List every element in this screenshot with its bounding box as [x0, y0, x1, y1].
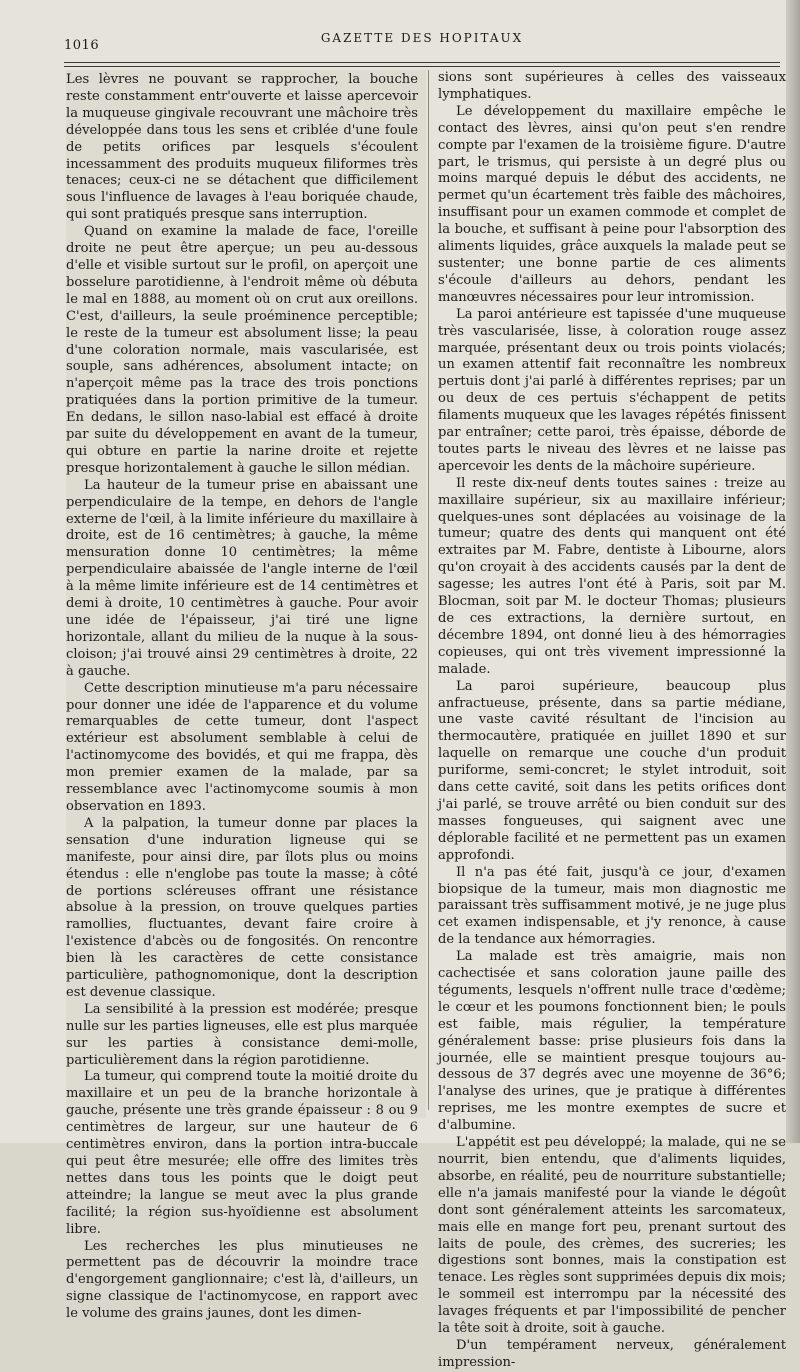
paragraph: D'un tempérament nerveux, généralement impression- — [438, 1337, 786, 1370]
paragraph: Cette description minutieuse m'a paru nécessaire pour donner une idée de l'apparence et du volume remarquables de cette tumeur, dont l'aspect extérieur est absolument semblable à celui de l'actinomycome des bovidés, et qui me frappa, dès mon premier examen de la malade, par sa ressemblance avec l'actinomycome soumis à mon observation en 1893. — [66, 680, 418, 814]
page-header — [64, 28, 780, 52]
header-rule-thin — [64, 66, 780, 67]
paragraph: L'appétit est peu développé; la malade, qui ne se nourrit, bien entendu, que d'aliments liquides, absorbe, en réalité, peu de nourriture substantielle; elle n'a jamais manifesté pour la viande le dégoût dont sont généralement atteints les sarcomateux, mais elle en mange fort peu, prenant surtout des laits de poule, des crèmes, des sucreries; les digestions sont bonnes, mais la constipation est tenace. Les règles sont supprimées depuis dix mois; le sommeil est interrompu par la nécessité des lavages fréquents et par l'impossibilité de pencher la tête soit à droite, soit à gauche. — [438, 1135, 786, 1337]
paragraph: Il reste dix-neuf dents toutes saines : treize au maxillaire supérieur, six au maxillaire inférieur; quelques-unes sont déplacées au voisinage de la tumeur; quatre des dents qui manquent ont été extraites par M. Fabre, dentiste à Libourne, alors qu'on croyait à des accidents causés par la dent de sagesse; les autres l'ont été à Paris, soit par M. Blocman, soit par M. le docteur Thomas; plusieurs de ces extractions, la dernière surtout, en décembre 1894, ont donné lieu à des hémorragies copieuses, qui ont très vivement impressionné la malade. — [438, 475, 786, 677]
paragraph: La hauteur de la tumeur prise en abaissant une perpendiculaire de la tempe, en dehors de l'angle externe de l'œil, à la limite inférieure du maxillaire à droite, est de 16 centimètres; à gauche, la même mensuration donne 10 centimètres; la même perpendiculaire abaissée de l'angle interne de l'œil à la même limite inférieure est de 14 centimètres et demi à droite, 10 centimètres à gauche. Pour avoir une idée de l'épaisseur, j'ai tiré une ligne horizontale, allant du milieu de la nuque à la sous-cloison; j'ai trouvé ainsi 29 centimètres à droite, 22 à gauche. — [66, 477, 418, 679]
paragraph: La paroi antérieure est tapissée d'une muqueuse très vascularisée, lisse, à coloration rouge assez marquée, présentant deux ou trois points violacés; un examen attentif fait reconnaître les nombreux pertuis dont j'ai parlé à différentes reprises; par un ou deux de ces pertuis s'échappent de petits filaments muqueux que les lavages répétés finissent par entraîner; cette paroi, très épaisse, déborde de toutes parts le niveau des lèvres et ne laisse pas apercevoir les dents de la mâchoire supérieure. — [438, 306, 786, 474]
paragraph: sions sont supérieures à celles des vaisseaux lymphatiques. — [438, 70, 786, 102]
paragraph: La tumeur, qui comprend toute la moitié droite du maxillaire et un peu de la branche horizontale à gauche, présente une très grande épaisseur : 8 ou 9 centimètres de largeur, sur une hauteur de 6 centimètres environ, dans la portion intra-buccale qui peut être mesurée; elle offre des limites très nettes dans tous les points que le doigt peut atteindre; la langue se meut avec la plus grande facilité; la région sus-hyoïdienne est absolument libre. — [66, 1069, 418, 1237]
page-binding-shadow — [786, 0, 800, 1143]
page-number: 1016 — [64, 38, 100, 53]
right-column — [438, 70, 786, 1370]
header-rule — [64, 62, 780, 63]
left-column — [66, 70, 426, 1322]
paragraph: A la palpation, la tumeur donne par places la sensation d'une induration ligneuse qui se manifeste, pour ainsi dire, par îlots plus ou moins étendus : elle n'englobe pas toute la masse; à côté de portions scléreuses offrant une résistance absolue à la pression, on trouve quelques parties ramollies, fluctuantes, devant faire croire à l'existence d'abcès ou de fongosités. On rencontre bien là les caractères de cette consistance particulière, pathognomonique, dont la description est devenue classique. — [66, 815, 418, 1000]
paragraph: Le développement du maxillaire empêche le contact des lèvres, ainsi qu'on peut s'en rendre compte par l'examen de la troisième figure. D'autre part, le trismus, qui persiste à un degré plus ou moins marqué depuis le début des accidents, ne permet qu'un écartement très faible des mâchoires, insuffisant pour un examen commode et complet de la bouche, et suffisant à peine pour l'absorption des aliments liquides, grâce auxquels la malade peut se sustenter; une bonne partie de ces aliments s'écoule d'ailleurs au dehors, pendant les manœuvres nécessaires pour leur intromission. — [438, 103, 786, 305]
paragraph: La sensibilité à la pression est modérée; presque nulle sur les parties ligneuses, elle est plus marquée sur les parties à consistance demi-molle, particulièrement dans la région parotidienne. — [66, 1001, 418, 1068]
paragraph: La paroi supérieure, beaucoup plus anfractueuse, présente, dans sa partie médiane, une vaste cavité résultant de l'incision au thermocautère, pratiquée en juillet 1890 et sur laquelle on remarque une couche d'un produit puriforme, semi-concret; le stylet introduit, soit dans cette cavité, soit dans les petits orifices dont j'ai parlé, se trouve arrêté ou bien conduit sur des masses fongueuses, qui saignent avec une déplorable facilité et ne permettent pas un examen approfondi. — [438, 678, 786, 863]
paragraph: Les recherches les plus minutieuses ne permettent pas de découvrir la moindre trace d'engorgement ganglionnaire; c'est là, d'ailleurs, un signe classique de l'actinomycose, en rapport avec le volume des grains jaunes, dont les dimen- — [66, 1238, 418, 1322]
journal-title: GAZETTE DES HOPITAUX — [320, 31, 524, 45]
paragraph: La malade est très amaigrie, mais non cachectisée et sans coloration jaune paille des téguments, lesquels n'offrent nulle trace d'œdème; le cœur et les poumons fonctionnent bien; le pouls est faible, mais régulier, la température généralement basse: prise plusieurs fois dans la journée, elle se maintient presque toujours au-dessous de 37 degrés avec une moyenne de 36°6; l'analyse des urines, que je pratique à différentes reprises, me les montre exemptes de sucre et d'albumine. — [438, 949, 786, 1134]
column-divider — [428, 70, 429, 1110]
paragraph: Il n'a pas été fait, jusqu'à ce jour, d'examen biopsique de la tumeur, mais mon diagnostic me paraissant très suffisamment motivé, je ne juge plus cet examen indispensable, et j'y renonce, à cause de la tendance aux hémorragies. — [438, 864, 786, 948]
paragraph: Quand on examine la malade de face, l'oreille droite ne peut être aperçue; un peu au-dessous d'elle et visible surtout sur le profil, on aperçoit une bosselure parotidienne, à l'endroit même où débuta le mal en 1888, au moment où on crut aux oreillons. C'est, d'ailleurs, la seule proéminence perceptible; le reste de la tumeur est absolument lisse; la peau d'une coloration normale, mais vascularisée, est souple, sans adhérences, absolument intacte; on n'aperçoit même pas la trace des trois ponctions pratiquées dans la portion primitive de la tumeur. En dedans, le sillon naso-labial est effacé à droite par suite du développement en avant de la tumeur, qui obture en partie la narine droite et rejette presque horizontalement à gauche le sillon médian. — [66, 224, 418, 476]
paragraph: Les lèvres ne pouvant se rapprocher, la bouche reste constamment entr'ouverte et laisse apercevoir la muqueuse gingivale recouvrant une mâchoire très développée dans tous les sens et criblée d'une foule de petits orifices par lesquels s'écoulent incessamment des produits muqueux filiformes très tenaces; ceux-ci ne se détachent que difficilement sous l'influence de lavages à l'eau boriquée chaude, qui sont pratiqués presque sans interruption. — [66, 72, 418, 223]
